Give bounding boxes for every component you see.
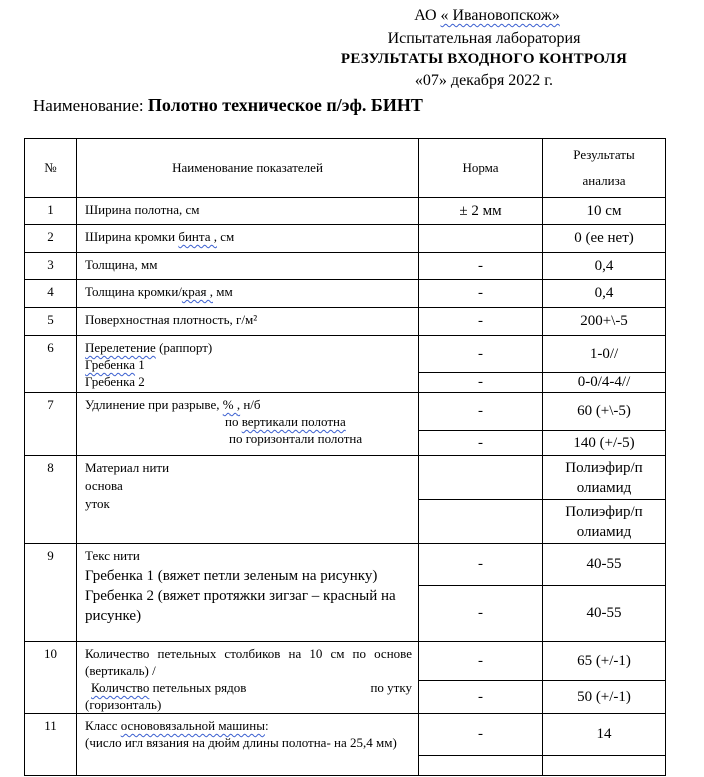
row-parameter-part: н/б	[240, 397, 261, 412]
col-norm-header: Норма	[419, 139, 543, 198]
row-number: 5	[25, 308, 77, 336]
row-result: 0 (ее нет)	[543, 225, 666, 253]
row-result-line: олиамид	[576, 523, 632, 540]
row-subparameter-part: вертикали полотна	[241, 414, 346, 429]
col-result-header-line1: Результаты	[573, 147, 635, 162]
row-number: 1	[25, 198, 77, 225]
row-result	[543, 456, 666, 500]
product-value: Полотно техническое п/эф. БИНТ	[147, 95, 423, 115]
row-parameter-line: уток	[85, 496, 110, 511]
row-parameter-part: % ,	[222, 397, 241, 412]
row-parameter-line: Количество петельных столбиков на 10 см по основе (вертикаль) /	[85, 646, 412, 678]
row-norm	[419, 225, 543, 253]
row-parameter	[77, 714, 419, 776]
row-parameter-part: края ,	[181, 284, 213, 299]
table-row	[25, 198, 666, 225]
row-norm: -	[419, 431, 543, 456]
row-norm: -	[419, 642, 543, 681]
row-norm: -	[419, 308, 543, 336]
row-result: 65 (+/-1)	[543, 642, 666, 681]
row-number: 6	[25, 336, 77, 393]
row-subparameter: 1	[135, 357, 145, 372]
row-parameter-part: (раппорт)	[155, 340, 213, 355]
col-name-header: Наименование показателей	[77, 139, 419, 198]
row-parameter-line: (число игл вязания на дюйм длины полотна- на 25,4 мм)	[85, 735, 397, 750]
row-parameter-part: мм	[212, 284, 233, 299]
table-header-row	[25, 139, 666, 198]
row-number: 9	[25, 544, 77, 642]
row-norm: -	[419, 253, 543, 280]
row-result	[543, 500, 666, 544]
table-row	[25, 544, 666, 586]
col-result-header	[543, 139, 666, 198]
row-result: 40-55	[543, 586, 666, 642]
row-parameter-line	[85, 679, 418, 696]
row-parameter-line: (горизонталь)	[85, 697, 162, 712]
row-parameter-part: Удлинение при разрыве,	[85, 397, 223, 412]
row-subparameter: Гребенка	[85, 357, 136, 372]
table-row	[25, 253, 666, 280]
results-table	[24, 138, 666, 776]
table-row	[25, 225, 666, 253]
row-result: 50 (+/-1)	[543, 681, 666, 714]
row-result-line: Полиэфир/п	[565, 459, 643, 476]
row-number: 10	[25, 642, 77, 714]
row-subparameter: по горизонтали полотна	[229, 431, 363, 446]
row-subparameter: Гребенка 2	[85, 374, 145, 389]
row-parameter-line: основа	[85, 478, 123, 493]
org-name: « Ивановопскож»	[440, 7, 560, 24]
row-result: 10 см	[543, 198, 666, 225]
row-result: 0,4	[543, 253, 666, 280]
document-title: РЕЗУЛЬТАТЫ ВХОДНОГО КОНТРОЛЯ	[340, 51, 628, 67]
org-prefix: АО	[414, 7, 441, 24]
lab-name: Испытательная лаборатория	[387, 30, 581, 47]
table-row	[25, 393, 666, 431]
row-norm	[419, 456, 543, 500]
row-parameter-part: Перелетение	[85, 340, 156, 355]
product-name-line	[33, 95, 423, 116]
row-parameter	[77, 393, 419, 456]
org-line	[130, 7, 704, 25]
row-result: 0-0/4-4//	[543, 373, 666, 393]
table-row	[25, 308, 666, 336]
row-number: 8	[25, 456, 77, 544]
row-result-line: Полиэфир/п	[565, 503, 643, 520]
row-result-line: олиамид	[576, 479, 632, 496]
row-result: 14	[543, 714, 666, 756]
row-number: 2	[25, 225, 77, 253]
row-number: 7	[25, 393, 77, 456]
row-number: 4	[25, 280, 77, 308]
row-parameter-part: Толщина кромки/	[85, 284, 182, 299]
row-number: 11	[25, 714, 77, 776]
row-parameter: Ширина полотна, см	[77, 198, 419, 225]
row-result: 0,4	[543, 280, 666, 308]
product-label: Наименование:	[33, 96, 148, 115]
row-parameter	[77, 642, 419, 714]
row-parameter: Поверхностная плотность, г/м²	[77, 308, 419, 336]
table-row	[25, 456, 666, 500]
row-norm: -	[419, 393, 543, 431]
row-parameter	[77, 336, 419, 393]
row-parameter-part: Ширина кромки	[85, 229, 179, 244]
table-row	[25, 642, 666, 681]
row-parameter	[77, 280, 419, 308]
row-norm: -	[419, 373, 543, 393]
row-norm: -	[419, 336, 543, 373]
row-parameter-line: Текс нити	[85, 548, 140, 563]
document-date: «07» декабря 2022 г.	[414, 72, 554, 89]
col-no-header: №	[25, 139, 77, 198]
row-parameter-line: Материал нити	[85, 460, 170, 475]
table-row	[25, 714, 666, 756]
row-number: 3	[25, 253, 77, 280]
row-parameter: Толщина, мм	[77, 253, 419, 280]
table-row	[25, 336, 666, 373]
row-result: 1-0//	[543, 336, 666, 373]
row-result: 40-55	[543, 544, 666, 586]
row-subparameter	[85, 413, 346, 430]
row-parameter-line: Гребенка 2 (вяжет протяжки зигзаг – красный на рисунке)	[85, 588, 396, 624]
row-norm: -	[419, 544, 543, 586]
row-norm: -	[419, 681, 543, 714]
row-norm: -	[419, 280, 543, 308]
row-parameter-part: Класс	[85, 718, 121, 733]
row-norm: ± 2 мм	[419, 198, 543, 225]
row-subparameter-part: по	[225, 414, 242, 429]
row-parameter-line	[85, 717, 418, 734]
row-norm	[419, 756, 543, 776]
row-result	[543, 756, 666, 776]
row-parameter-part: бинта ,	[178, 229, 217, 244]
row-parameter	[77, 225, 419, 253]
row-parameter-part: :	[264, 718, 269, 733]
col-result-header-line2: анализа	[582, 173, 626, 188]
row-result: 140 (+/-5)	[543, 431, 666, 456]
row-norm	[419, 500, 543, 544]
row-norm: -	[419, 714, 543, 756]
row-norm: -	[419, 586, 543, 642]
row-result: 200+\-5	[543, 308, 666, 336]
row-parameter-part: петельных рядов	[149, 680, 247, 695]
row-parameter-part: основовязальной машины	[120, 718, 265, 733]
table-row	[25, 280, 666, 308]
row-result: 60 (+\-5)	[543, 393, 666, 431]
row-parameter-part: см	[216, 229, 235, 244]
row-parameter-part: по утку	[370, 680, 412, 695]
row-parameter	[77, 544, 419, 642]
row-parameter-line: Гребенка 1 (вяжет петли зеленым на рисунку)	[85, 568, 378, 584]
row-parameter	[77, 456, 419, 544]
row-parameter-part: Количство	[91, 680, 150, 695]
